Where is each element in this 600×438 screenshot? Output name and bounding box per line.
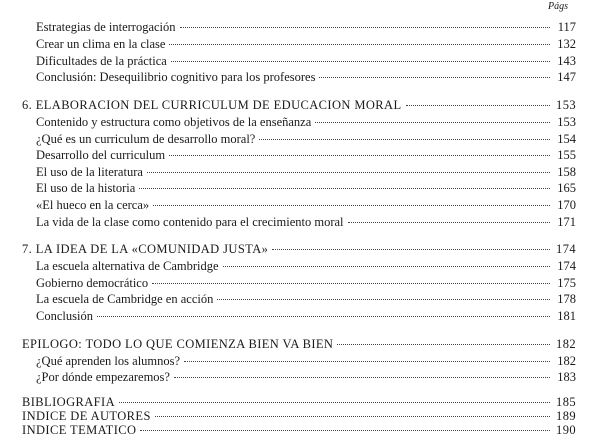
toc-entry-page: 147 — [557, 70, 576, 84]
toc-entry-page: 171 — [557, 215, 576, 229]
dot-leader — [119, 402, 550, 403]
toc-entry-page: 153 — [557, 115, 576, 129]
dot-leader — [272, 249, 550, 250]
toc-entry-page: 190 — [556, 423, 576, 437]
dot-leader — [223, 266, 550, 267]
toc-entry — [36, 37, 576, 52]
dot-leader — [153, 205, 550, 206]
dot-leader — [259, 139, 550, 140]
toc-entry-page: 185 — [556, 395, 576, 409]
toc-entry — [36, 115, 576, 130]
toc-entry-page: 170 — [557, 198, 576, 212]
toc-entry-page: 182 — [556, 337, 576, 351]
dot-leader — [169, 155, 550, 156]
dot-leader — [337, 344, 550, 345]
toc-entry — [36, 276, 576, 291]
toc-chapter-title: INDICE TEMATICO — [22, 423, 137, 437]
dot-leader — [180, 27, 550, 28]
toc-entry-page: 155 — [557, 148, 576, 162]
toc-chapter-title: BIBLIOGRAFIA — [22, 395, 115, 409]
toc-chapter — [22, 395, 576, 410]
toc-entry-title: Contenido y estructura como objetivos de la enseñanza — [36, 115, 312, 129]
toc-entry-title: ¿Qué aprenden los alumnos? — [36, 354, 181, 368]
dot-leader — [147, 172, 550, 173]
toc-entry-page: 182 — [557, 354, 576, 368]
dot-leader — [140, 430, 550, 431]
toc-entry-title: El uso de la historia — [36, 181, 136, 195]
toc-entry-title: La escuela de Cambridge en acción — [36, 292, 214, 306]
dot-leader — [406, 105, 551, 106]
toc-chapter — [22, 409, 576, 424]
dot-leader — [319, 77, 550, 78]
toc-chapter — [22, 337, 576, 352]
dot-leader — [315, 122, 550, 123]
toc-entry — [36, 370, 576, 385]
toc-chapter — [22, 423, 576, 438]
toc-chapter-title: EPILOGO: TODO LO QUE COMIENZA BIEN VA BIEN — [22, 337, 334, 351]
toc-chapter-title: INDICE DE AUTORES — [22, 409, 151, 423]
toc-entry-page: 117 — [557, 20, 576, 34]
toc-entry-page: 181 — [557, 309, 576, 323]
toc-entry-title: Dificultades de la práctica — [36, 54, 167, 68]
toc-entry — [36, 215, 576, 230]
dot-leader — [217, 299, 550, 300]
pages-column-header: Págs — [548, 1, 568, 12]
toc-entry-page: 178 — [557, 292, 576, 306]
toc-entry-title: La vida de la clase como contenido para el crecimiento moral — [36, 215, 344, 229]
toc-entry-title: «El hueco en la cerca» — [36, 198, 150, 212]
toc-entry — [36, 181, 576, 196]
toc-entry-title: ¿Por dónde empezaremos? — [36, 370, 170, 384]
dot-leader — [174, 377, 550, 378]
toc-entry-title: El uso de la literatura — [36, 165, 143, 179]
toc-entry-page: 132 — [557, 37, 576, 51]
toc-entry-page: 154 — [557, 132, 576, 146]
dot-leader — [171, 61, 550, 62]
toc-entry-page: 174 — [557, 259, 576, 273]
toc-entry-page: 143 — [557, 54, 576, 68]
toc-chapter-title: 6. ELABORACION DEL CURRICULUM DE EDUCACION MORAL — [22, 98, 402, 112]
toc-entry — [36, 354, 576, 369]
toc-entry-page: 175 — [557, 276, 576, 290]
toc-entry — [36, 198, 576, 213]
toc-chapter — [22, 98, 576, 113]
dot-leader — [155, 416, 550, 417]
toc-entry-title: Conclusión — [36, 309, 93, 323]
toc-entry — [36, 70, 576, 85]
dot-leader — [348, 222, 550, 223]
toc-entry-title: ¿Qué es un curriculum de desarrollo moral? — [36, 132, 256, 146]
toc-chapter — [22, 242, 576, 257]
dot-leader — [139, 188, 550, 189]
toc-entry — [36, 309, 576, 324]
toc-entry-title: La escuela alternativa de Cambridge — [36, 259, 219, 273]
toc-entry — [36, 292, 576, 307]
toc-chapter-title: 7. LA IDEA DE LA «COMUNIDAD JUSTA» — [22, 242, 269, 256]
toc-entry — [36, 148, 576, 163]
toc-entry-title: Gobierno democrático — [36, 276, 149, 290]
toc-entry-title: Desarrollo del curriculum — [36, 148, 166, 162]
toc-entry-title: Conclusión: Desequilibrio cognitivo para los profesores — [36, 70, 316, 84]
toc-entry-page: 189 — [556, 409, 576, 423]
toc-entry-title: Estrategias de interrogación — [36, 20, 176, 34]
dot-leader — [97, 316, 550, 317]
dot-leader — [184, 361, 550, 362]
dot-leader — [152, 283, 550, 284]
toc-entry — [36, 259, 576, 274]
toc-entry — [36, 20, 576, 35]
toc-entry — [36, 132, 576, 147]
toc-entry-title: Crear un clima en la clase — [36, 37, 166, 51]
dot-leader — [169, 44, 550, 45]
toc-entry-page: 165 — [557, 181, 576, 195]
toc-entry — [36, 54, 576, 69]
toc-entry-page: 174 — [556, 242, 576, 256]
toc-entry-page: 153 — [556, 98, 576, 112]
toc-entry-page: 158 — [557, 165, 576, 179]
toc-entry-page: 183 — [557, 370, 576, 384]
toc-entry — [36, 165, 576, 180]
